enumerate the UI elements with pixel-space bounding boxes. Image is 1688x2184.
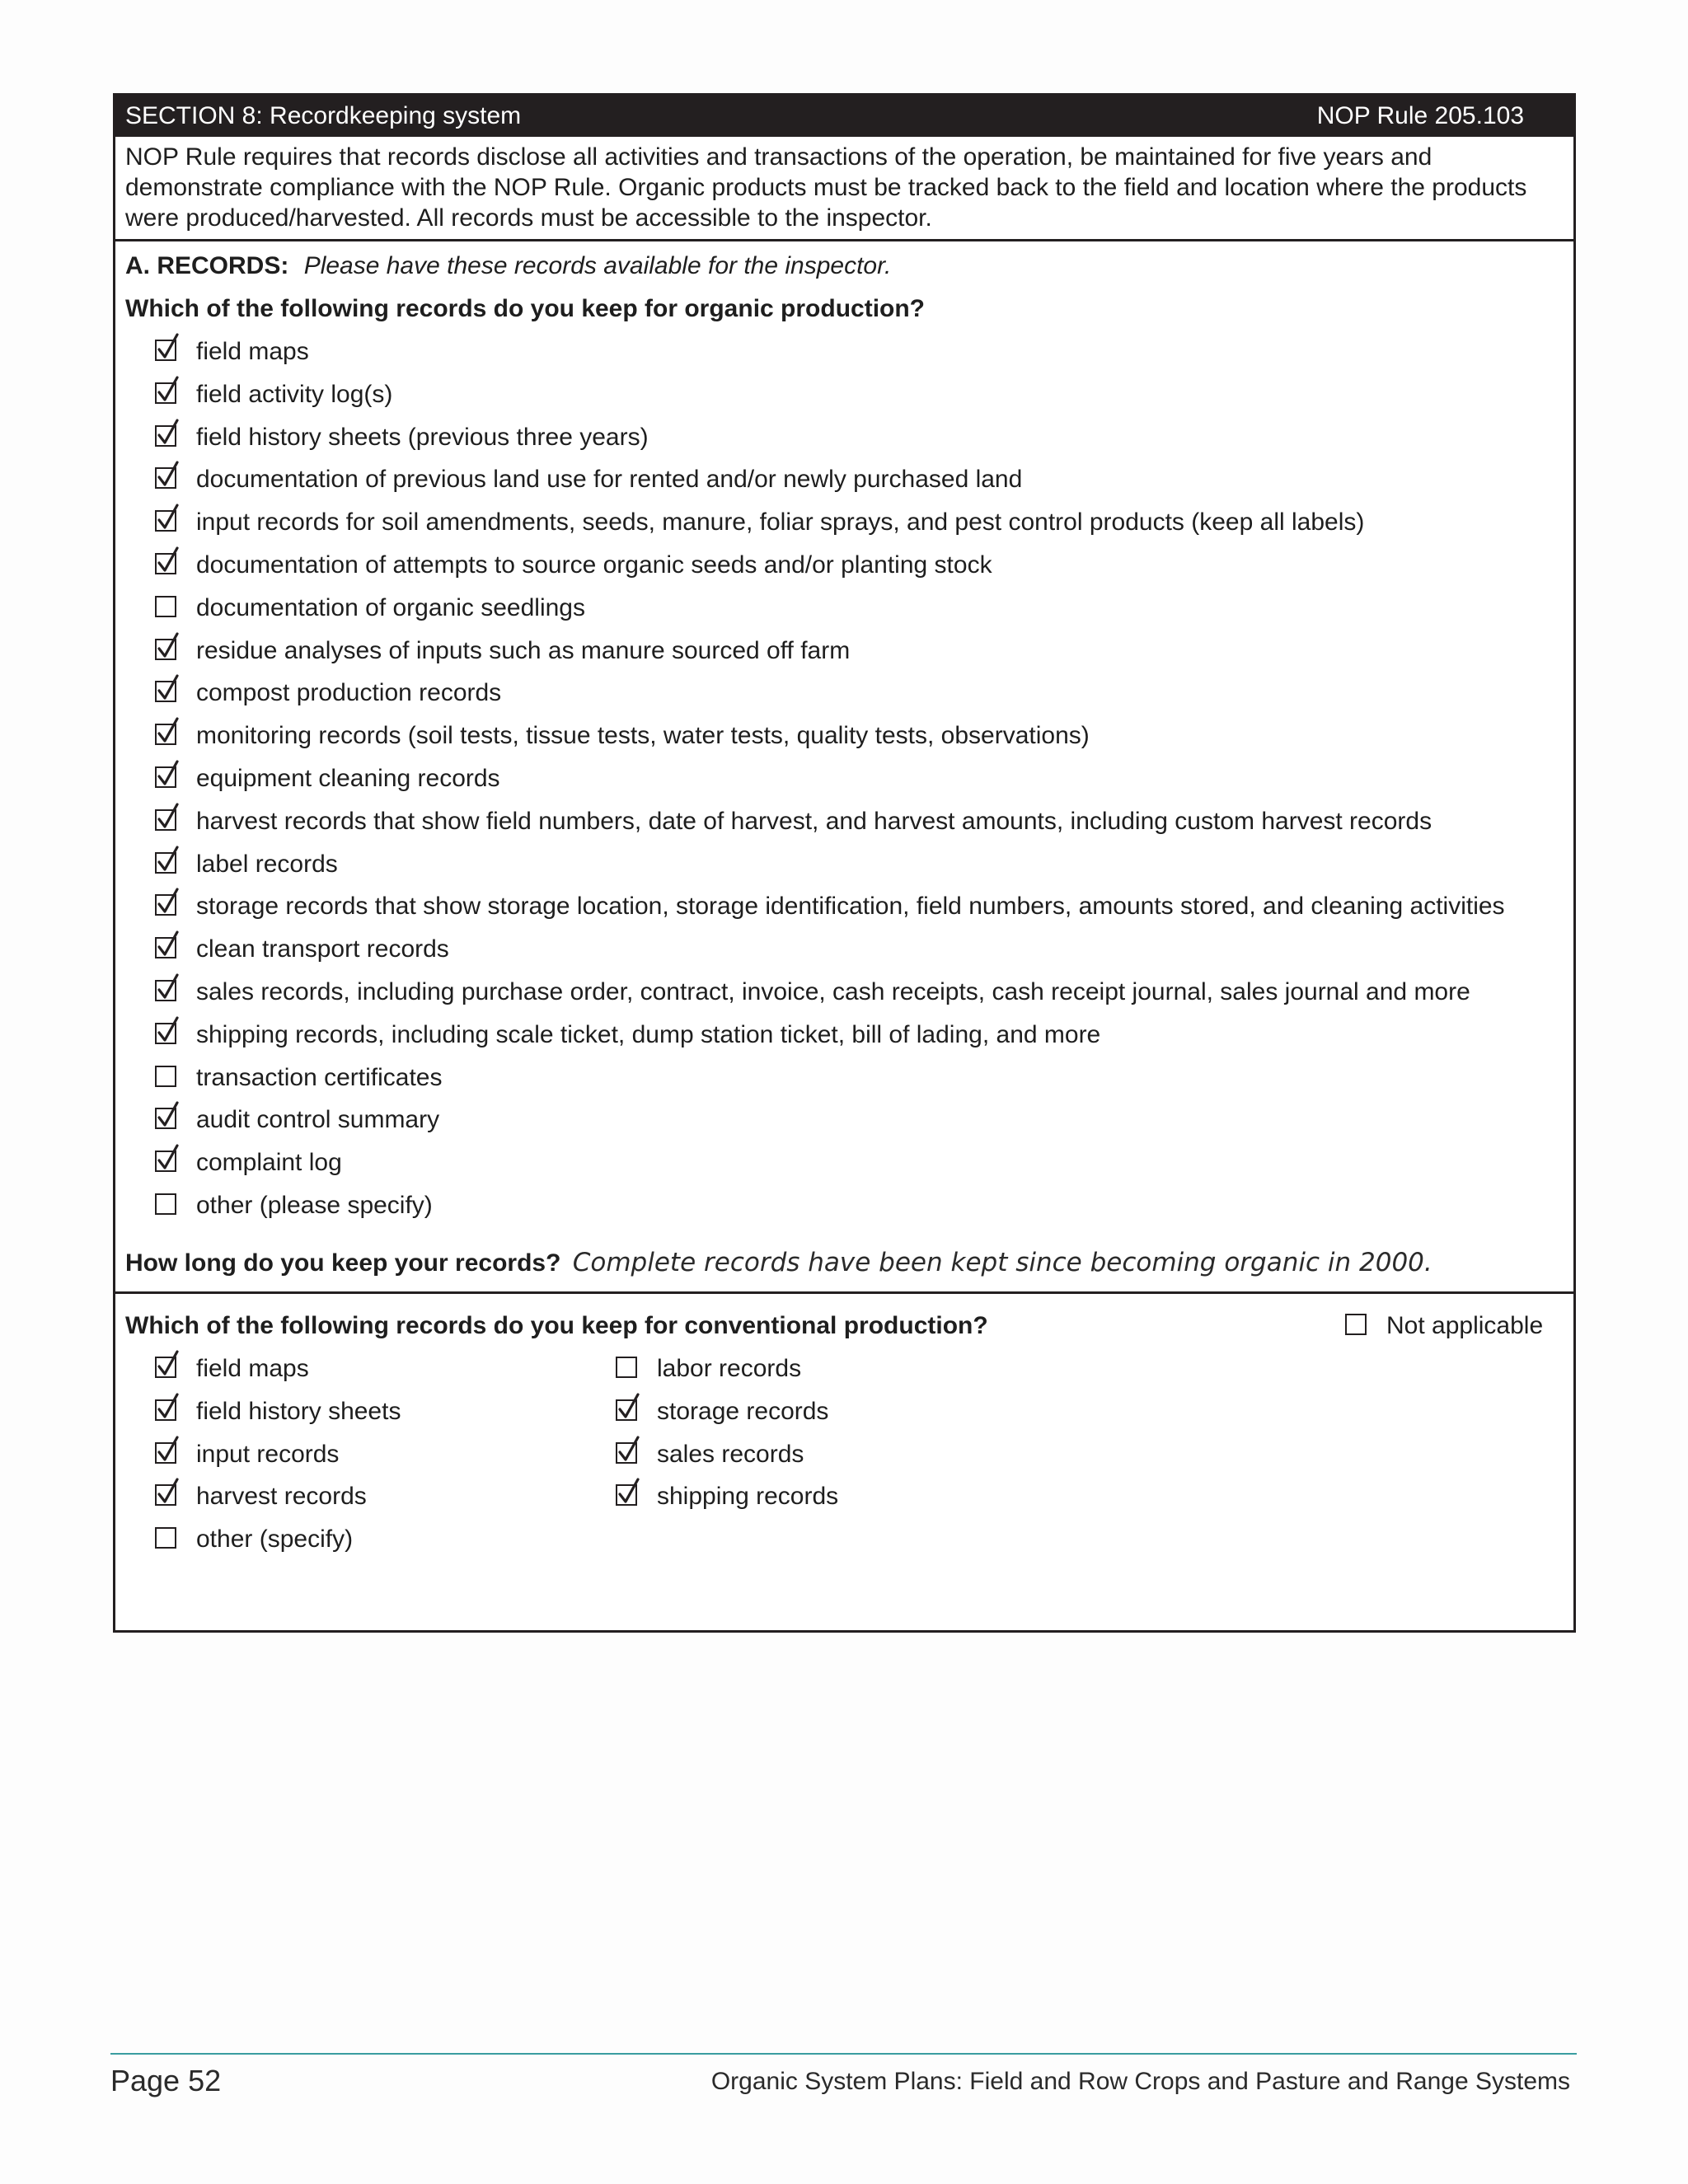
checked-checkbox-icon[interactable] — [155, 809, 176, 831]
checked-checkbox-icon[interactable] — [155, 639, 176, 660]
recordkeeping-form — [113, 93, 1576, 1633]
checkbox-icon[interactable] — [616, 1357, 637, 1378]
records-note: Please have these records available for the inspector. — [303, 252, 892, 279]
checkbox-icon[interactable] — [155, 1193, 176, 1215]
checkbox-label: Not applicable — [1386, 1312, 1544, 1339]
records-heading-row — [125, 252, 891, 280]
records-heading: A. RECORDS: — [125, 252, 289, 279]
checkbox-icon[interactable] — [1345, 1314, 1367, 1335]
checked-checkbox-icon[interactable] — [155, 382, 176, 404]
checked-checkbox-icon[interactable] — [616, 1484, 637, 1506]
checkbox-label: field history sheets (previous three years) — [196, 423, 649, 451]
divider — [115, 239, 1573, 241]
checkbox-label: harvest records that show field numbers, date of harvest, and harvest amounts, including custom harvest records — [196, 807, 1432, 835]
checked-checkbox-icon[interactable] — [155, 937, 176, 958]
conventional-question: Which of the following records do you keep for conventional production? — [125, 1312, 988, 1339]
checkbox-label: equipment cleaning records — [196, 765, 500, 792]
checkbox-label: input records — [196, 1440, 340, 1468]
checked-checkbox-icon[interactable] — [155, 852, 176, 874]
checkbox-icon[interactable] — [155, 596, 176, 617]
checkbox-label: audit control summary — [196, 1106, 440, 1134]
checkbox-label: documentation of attempts to source organic seeds and/or planting stock — [196, 551, 992, 579]
checkbox-label: storage records — [657, 1397, 829, 1425]
intro-text: NOP Rule requires that records disclose all activities and transactions of the operation, be maintained for five years and demonstrate compliance with the NOP Rule. Organic products must be tracked back to the field and location where the products were produced/harvested. All records must be accessible to the inspector. — [125, 143, 1527, 232]
checkbox-label: storage records that show storage location, storage identification, field numbers, amounts stored, and cleaning activities — [196, 893, 1505, 921]
checked-checkbox-icon[interactable] — [155, 553, 176, 574]
checkbox-label: documentation of organic seedlings — [196, 593, 585, 621]
checked-checkbox-icon[interactable] — [155, 681, 176, 702]
section-title: SECTION 8: Recordkeeping system — [125, 102, 522, 129]
checkbox-label: label records — [196, 850, 338, 878]
retention-answer[interactable]: Complete records have been kept since becoming organic in 2000. — [572, 1248, 1432, 1277]
checkbox-label: input records for soil amendments, seeds, manure, foliar sprays, and pest control products (keep all labels) — [196, 509, 1365, 537]
checkbox-label: field maps — [196, 1355, 309, 1382]
page-number: Page 52 — [110, 2064, 222, 2097]
checked-checkbox-icon[interactable] — [155, 1108, 176, 1129]
checkbox-label: shipping records — [657, 1483, 839, 1511]
checkbox-label: field history sheets — [196, 1397, 401, 1425]
checkbox-label: sales records — [657, 1440, 804, 1468]
footer-rule — [110, 2053, 1577, 2055]
checked-checkbox-icon[interactable] — [155, 894, 176, 916]
checkbox-label: residue analyses of inputs such as manure sourced off farm — [196, 636, 851, 664]
checked-checkbox-icon[interactable] — [155, 1151, 176, 1172]
checkbox-label: shipping records, including scale ticket, dump station ticket, bill of lading, and more — [196, 1020, 1101, 1048]
checked-checkbox-icon[interactable] — [155, 510, 176, 532]
rule-reference: NOP Rule 205.103 — [1316, 102, 1524, 129]
divider — [115, 1291, 1573, 1294]
checkbox-label: sales records, including purchase order, contract, invoice, cash receipts, cash receipt journal, sales journal and more — [196, 978, 1470, 1005]
document-title: Organic System Plans: Field and Row Crops and Pasture and Range Systems — [710, 2068, 1570, 2095]
checkbox-label: labor records — [657, 1355, 802, 1382]
checked-checkbox-icon[interactable] — [155, 340, 176, 361]
checked-checkbox-icon[interactable] — [155, 1357, 176, 1378]
checked-checkbox-icon[interactable] — [155, 766, 176, 788]
section-header — [115, 96, 1573, 137]
checkbox-icon[interactable] — [155, 1527, 176, 1549]
checkbox-label: field activity log(s) — [196, 380, 393, 408]
retention-row — [125, 1248, 1432, 1277]
checked-checkbox-icon[interactable] — [155, 724, 176, 745]
checkbox-label: other (please specify) — [196, 1192, 433, 1219]
checkbox-label: monitoring records (soil tests, tissue tests, water tests, quality tests, observations) — [196, 722, 1090, 750]
checkbox-label: complaint log — [196, 1149, 342, 1177]
checkbox-icon[interactable] — [155, 1066, 176, 1087]
checkbox-label: documentation of previous land use for rented and/or newly purchased land — [196, 466, 1023, 494]
checkbox-label: compost production records — [196, 679, 502, 707]
checkbox-label: other (specify) — [196, 1526, 354, 1554]
retention-question: How long do you keep your records? — [125, 1249, 561, 1277]
checked-checkbox-icon[interactable] — [616, 1399, 637, 1421]
checked-checkbox-icon[interactable] — [155, 980, 176, 1001]
checkbox-label: clean transport records — [196, 935, 449, 963]
checked-checkbox-icon[interactable] — [155, 1484, 176, 1506]
organic-question: Which of the following records do you keep for organic production? — [125, 295, 926, 322]
checkbox-label: transaction certificates — [196, 1063, 443, 1091]
checked-checkbox-icon[interactable] — [155, 1442, 176, 1464]
checked-checkbox-icon[interactable] — [155, 1399, 176, 1421]
checked-checkbox-icon[interactable] — [155, 467, 176, 489]
checked-checkbox-icon[interactable] — [616, 1442, 637, 1464]
checkbox-label: field maps — [196, 338, 309, 365]
checkbox-label: harvest records — [196, 1483, 367, 1511]
checked-checkbox-icon[interactable] — [155, 425, 176, 447]
checked-checkbox-icon[interactable] — [155, 1023, 176, 1044]
